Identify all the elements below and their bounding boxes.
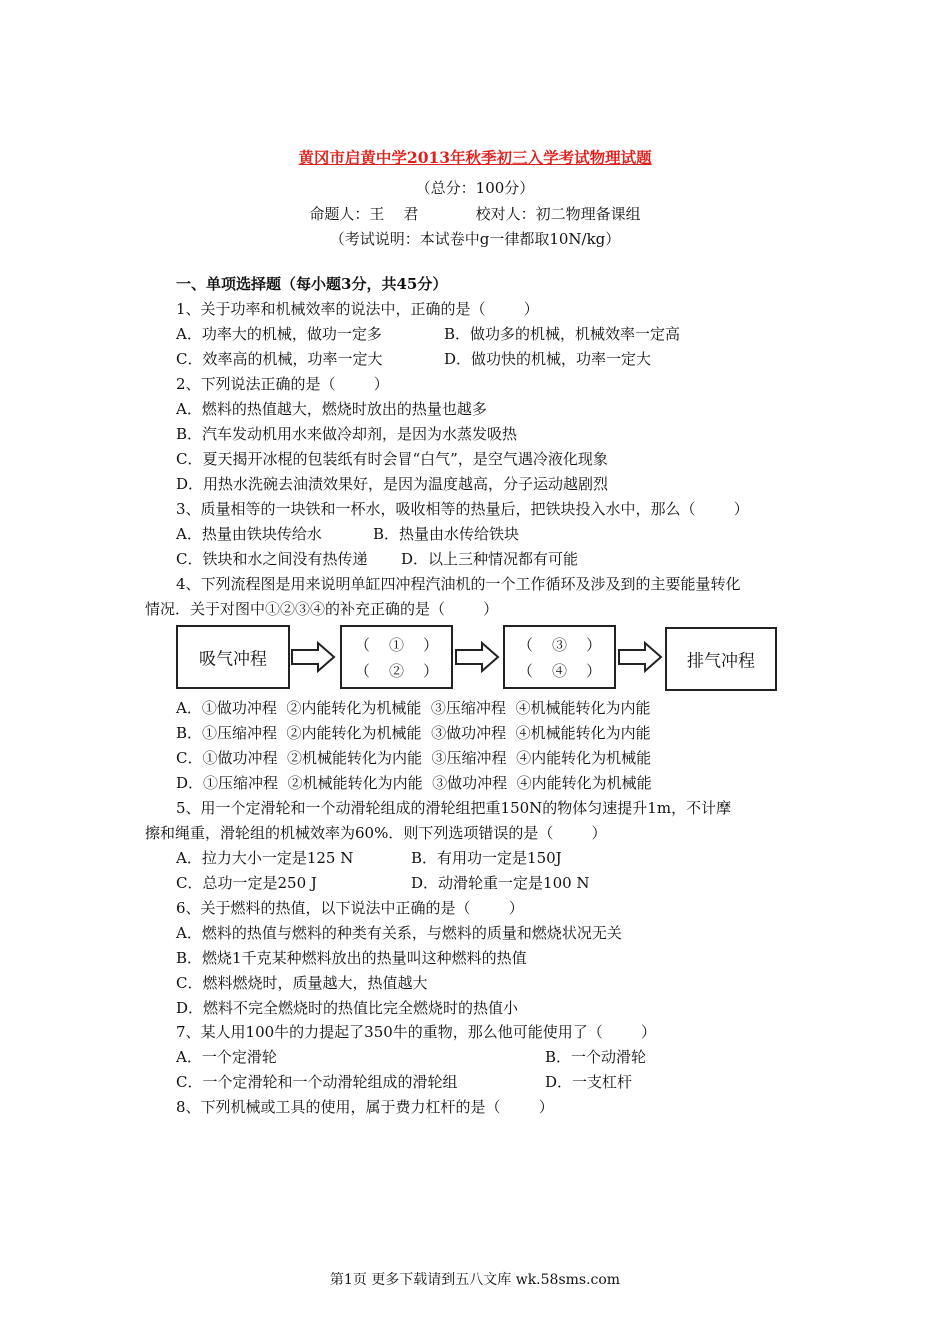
q1-option-a: A．功率大的机械，做功一定多	[176, 325, 382, 343]
q7-option-d: D．一支杠杆	[545, 1073, 633, 1091]
q4-stem-line1: 4、下列流程图是用来说明单缸四冲程汽油机的一个工作循环及涉及到的主要能量转化	[176, 575, 741, 593]
exam-title: 黄冈市启黄中学2013年秋季初三入学考试物理试题	[298, 148, 652, 167]
blank-2: （ ② ）	[354, 662, 439, 680]
q6-stem: 6、关于燃料的热值，以下说法中正确的是（ ）	[176, 899, 524, 917]
q2-option-a: A．燃料的热值越大，燃烧时放出的热量也越多	[176, 400, 487, 418]
q3-stem: 3、质量相等的一块铁和一杯水，吸收相等的热量后，把铁块投入水中，那么（ ）	[176, 500, 749, 518]
q4-option-a: A．①做功冲程 ②内能转化为机械能 ③压缩冲程 ④机械能转化为内能	[176, 699, 651, 717]
q3-option-c: C．铁块和水之间没有热传递	[176, 550, 368, 568]
q5-option-b: B．有用功一定是150J	[411, 849, 562, 867]
intake-stroke-label: 吸气冲程	[199, 649, 267, 670]
q7-option-b: B．一个动滑轮	[545, 1048, 647, 1066]
q2-option-d: D．用热水洗碗去油渍效果好，是因为温度越高，分子运动越剧烈	[176, 475, 609, 493]
stroke-box-3	[503, 625, 616, 689]
stroke-box-2	[340, 625, 453, 689]
q4-stem-line2: 情况．关于对图中①②③④的补充正确的是（ ）	[145, 600, 499, 618]
exhaust-stroke-label: 排气冲程	[687, 651, 755, 672]
exam-note: （考试说明：本试卷中g一律都取10N/kg）	[329, 230, 621, 248]
q1-option-d: D．做功快的机械，功率一定大	[444, 350, 652, 368]
q2-stem: 2、下列说法正确的是（ ）	[176, 375, 389, 393]
q1-option-b: B．做功多的机械，机械效率一定高	[444, 325, 681, 343]
q6-option-d: D．燃料不完全燃烧时的热值比完全燃烧时的热值小	[176, 999, 519, 1017]
q7-option-a: A．一个定滑轮	[176, 1048, 277, 1066]
intake-stroke-box	[176, 625, 290, 689]
q3-option-d: D．以上三种情况都有可能	[401, 550, 579, 568]
q4-option-d: D．①压缩冲程 ②机械能转化为内能 ③做功冲程 ④内能转化为机械能	[176, 774, 652, 792]
q5-stem-line2: 擦和绳重，滑轮组的机械效率为60%．则下列选项错误的是（ ）	[145, 824, 607, 842]
q5-option-a: A．拉力大小一定是125 N	[176, 849, 354, 867]
q5-option-d: D．动滑轮重一定是100 N	[411, 874, 590, 892]
q6-option-c: C．燃料燃烧时，质量越大，热值越大	[176, 974, 428, 992]
q1-option-c: C．效率高的机械，功率一定大	[176, 350, 383, 368]
section-heading: 一、单项选择题（每小题3分，共45分）	[176, 275, 448, 293]
q6-option-a: A．燃料的热值与燃料的种类有关系，与燃料的质量和燃烧状况无关	[176, 924, 622, 942]
blank-1: （ ① ）	[354, 636, 439, 654]
q8-stem: 8、下列机械或工具的使用，属于费力杠杆的是（ ）	[176, 1098, 554, 1116]
exhaust-stroke-box	[665, 627, 777, 691]
q6-option-b: B．燃烧1千克某种燃料放出的热量叫这种燃料的热值	[176, 949, 527, 967]
q2-option-c: C．夏天揭开冰棍的包装纸有时会冒“白气”，是空气遇冷液化现象	[176, 450, 608, 468]
blank-4: （ ④ ）	[517, 662, 602, 680]
flow-arrow-3-icon	[617, 641, 663, 673]
total-score: （总分：100分）	[415, 179, 535, 197]
q7-option-c: C．一个定滑轮和一个动滑轮组成的滑轮组	[176, 1073, 458, 1091]
flow-arrow-1-icon	[290, 641, 336, 673]
authors-line: 命题人：王 君 校对人：初二物理备课组	[309, 205, 641, 223]
q4-option-b: B．①压缩冲程 ②内能转化为机械能 ③做功冲程 ④机械能转化为内能	[176, 724, 651, 742]
blank-3: （ ③ ）	[517, 636, 602, 654]
q5-option-c: C．总功一定是250 J	[176, 874, 317, 892]
q4-option-c: C．①做功冲程 ②机械能转化为内能 ③压缩冲程 ④内能转化为机械能	[176, 749, 652, 767]
page-footer: 第1页 更多下载请到五八文库 wk.58sms.com	[329, 1272, 621, 1288]
q5-stem-line1: 5、用一个定滑轮和一个动滑轮组成的滑轮组把重150N的物体匀速提升1m，不计摩	[176, 799, 732, 817]
flow-arrow-2-icon	[454, 641, 500, 673]
q2-option-b: B．汽车发动机用水来做冷却剂，是因为水蒸发吸热	[176, 425, 518, 443]
q3-option-b: B．热量由水传给铁块	[373, 525, 520, 543]
q3-option-a: A．热量由铁块传给水	[176, 525, 322, 543]
q1-stem: 1、关于功率和机械效率的说法中，正确的是（ ）	[176, 300, 539, 318]
q7-stem: 7、某人用100牛的力提起了350牛的重物，那么他可能使用了（ ）	[176, 1023, 656, 1041]
